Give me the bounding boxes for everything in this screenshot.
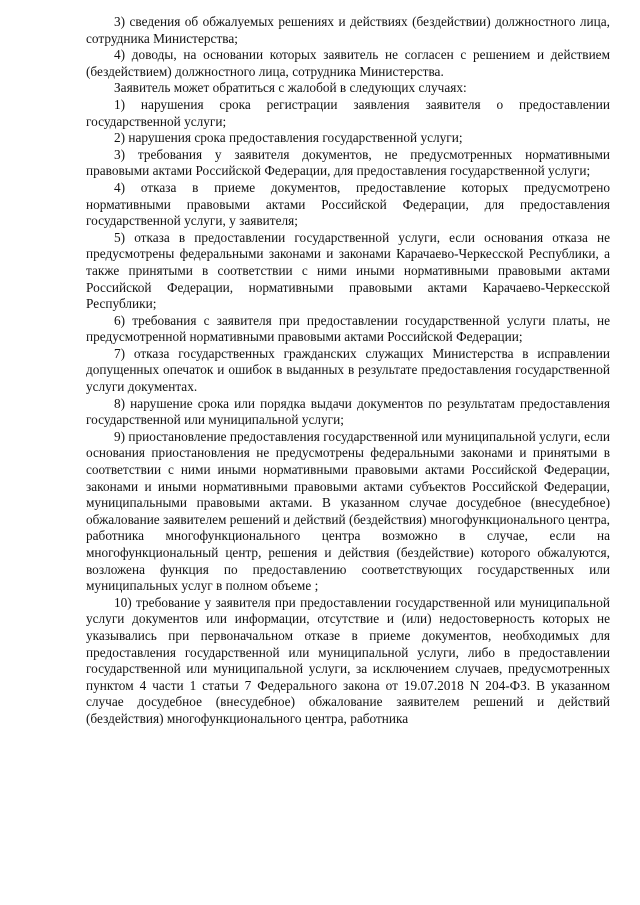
paragraph-case-4: 4) отказа в приеме документов, предоставление которых предусмотрено нормативными правовыми актами Российской Федерации, для предоставления государственной услуги, у заявителя; <box>86 179 610 229</box>
paragraph-complaint-cases-intro: Заявитель может обратиться с жалобой в следующих случаях: <box>114 80 467 96</box>
paragraph-item-3-info: 3) сведения об обжалуемых решениях и действиях (бездействии) должностного лица, сотрудника Министерства; <box>86 14 610 46</box>
paragraph-case-9: 9) приостановление предоставления государственной или муниципальной услуги, если основания приостановления не предусмотрены федеральными законами и принятыми в соответствии с ними иными нормативными правовыми актами Российской Федерации, законами и иными нормативными правовыми актами субъектов Российской Федерации, муниципальными правовыми актами. В указанном случае досудебное (внесудебное) обжалование заявителем решений и действий (бездействия) многофункционального центра, работника многофункционального центра возможно в случае, если на многофункциональный центр, решения и действия (бездействие) которого обжалуются, возложена функция по предоставлению соответствующих государственных или муниципальных услуг в полном объеме ; <box>86 428 611 594</box>
paragraph-case-8: 8) нарушение срока или порядка выдачи документов по результатам предоставления государственной или муниципальной услуги; <box>86 395 610 428</box>
paragraph-case-5: 5) отказа в предоставлении государственной услуги, если основания отказа не предусмотрены федеральными законами и законами Карачаево-Черкесской Республики, а также принятыми в соответствии с ними иными нормативными правовыми актами Российской Федерации, нормативными правовыми актами Карачаево-Черкесской Республики; <box>86 229 610 312</box>
document-page <box>86 14 610 728</box>
paragraph-case-3: 3) требования у заявителя документов, не предусмотренных нормативными правовыми актами Российской Федерации, для предоставления государственной услуги; <box>86 146 610 179</box>
paragraph-case-7: 7) отказа государственных гражданских служащих Министерства в исправлении допущенных опечаток и ошибок в выданных в результате предоставления государственной услуги документах. <box>86 345 610 395</box>
paragraph-case-1: 1) нарушения срока регистрации заявления заявителя о предоставлении государственной услуги; <box>86 96 610 129</box>
paragraph-case-10: 10) требование у заявителя при предоставлении государственной или муниципальной услуги документов или информации, отсутствие и (или) недостоверность которых не указывались при первоначальном отказе в приеме документов, необходимых для предоставления государственной или муниципальной услуги, либо в предоставлении государственной или муниципальной услуги, за исключением случаев, предусмотренных пунктом 4 части 1 статьи 7 Федерального закона от 19.07.2018 N 204-ФЗ. В указанном случае досудебное (внесудебное) обжалование заявителем решений и действий (бездействия) многофункционального центра, работника <box>86 594 610 726</box>
paragraph-case-6: 6) требования с заявителя при предоставлении государственной услуги платы, не предусмотренной нормативными правовыми актами Российской Федерации; <box>86 312 610 345</box>
paragraph-item-4-arguments: 4) доводы, на основании которых заявитель не согласен с решением и действием (бездействием) должностного лица, сотрудника Министерства. <box>86 47 610 79</box>
paragraph-case-2: 2) нарушения срока предоставления государственной услуги; <box>114 130 463 146</box>
